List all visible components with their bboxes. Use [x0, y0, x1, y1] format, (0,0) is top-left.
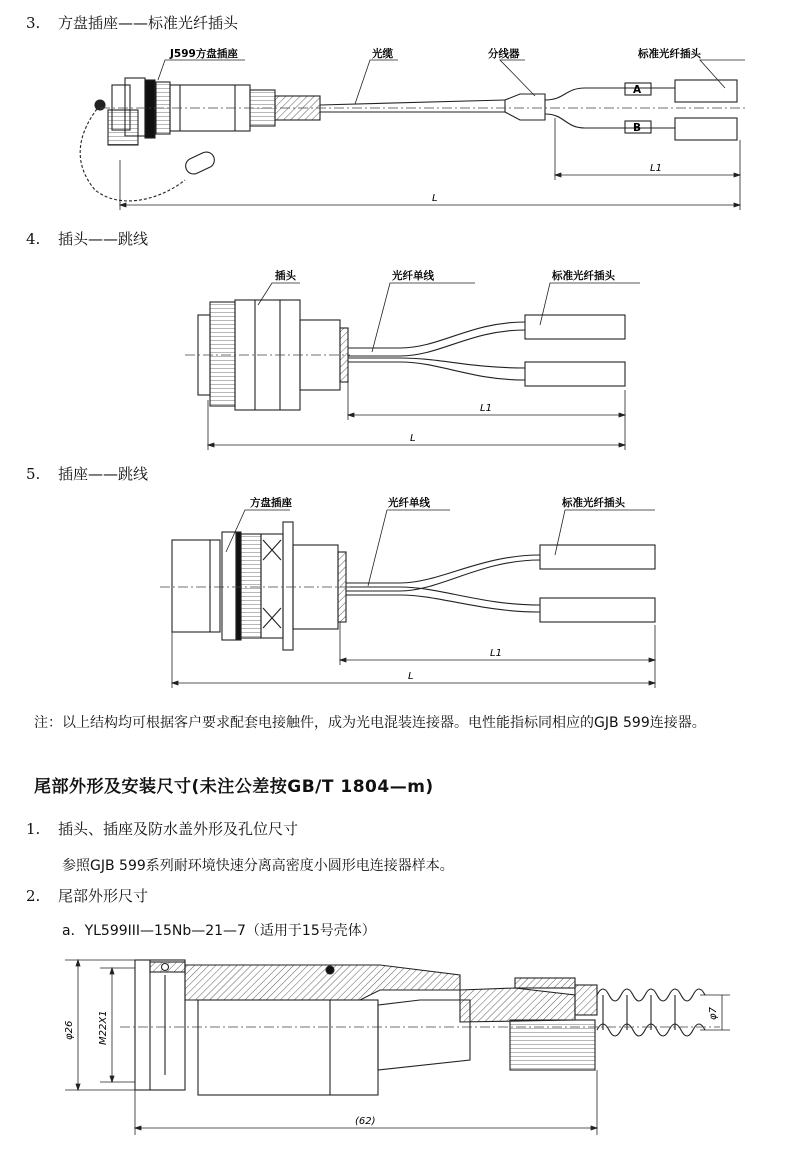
tail-item-1-reference: 参照GJB 599系列耐环境快速分离高密度小圆形电连接器样本。 — [62, 858, 454, 874]
note-paragraph: 注：以上结构均可根据客户要求配套电接触件，成为光电混装连接器。电性能指标同相应的GJB 599连接器。 — [34, 715, 706, 731]
section-4-heading — [26, 228, 148, 249]
section-3-heading — [26, 12, 238, 33]
figure-tail-outline — [0, 945, 800, 1162]
tail-item-1 — [26, 818, 298, 839]
dim-l1: L1 — [490, 648, 502, 659]
splitter-label: 分线器 — [488, 48, 520, 60]
section-title: 插座——跳线 — [58, 465, 149, 483]
dim-diameter-7: φ7 — [708, 1007, 719, 1020]
item-number: 2. — [26, 887, 41, 905]
item-title: 插头、插座及防水盖外形及孔位尺寸 — [58, 820, 299, 838]
tail-section-heading: 尾部外形及安装尺寸(未注公差按GB/T 1804—m) — [34, 777, 434, 797]
item-title: 尾部外形尺寸 — [58, 887, 149, 905]
item-number: 1. — [26, 820, 41, 838]
socket-label: J599方盘插座 — [170, 48, 238, 60]
branch-b-label: B — [633, 122, 642, 134]
plug-label: 插头 — [275, 270, 296, 282]
dim-length-62: (62) — [355, 1116, 376, 1127]
section-5-heading — [26, 463, 148, 484]
fiber-single-label: 光纤单线 — [388, 497, 430, 509]
dim-l1: L1 — [650, 163, 662, 174]
tail-item-2-model: a．YL599III—15Nb—21—7（适用于15号壳体） — [62, 923, 376, 939]
fiber-single-label: 光纤单线 — [392, 270, 434, 282]
figure-socket-jumper — [0, 490, 800, 690]
figure-plug-jumper — [0, 260, 800, 455]
section-number: 4. — [26, 230, 41, 248]
dim-thread-m22x1: M22X1 — [98, 1010, 109, 1045]
std-fiber-plug-label: 标准光纤插头 — [562, 497, 625, 509]
section-title: 插头——跳线 — [58, 230, 149, 248]
section-number: 3. — [26, 14, 41, 32]
dim-l1: L1 — [480, 403, 492, 414]
dim-l: L — [410, 433, 416, 444]
tail-item-2 — [26, 885, 148, 906]
dim-diameter-26: φ26 — [64, 1020, 75, 1040]
section-title: 方盘插座——标准光纤插头 — [58, 14, 239, 32]
section-number: 5. — [26, 465, 41, 483]
fiber-plug-label: 标准光纤插头 — [638, 48, 701, 60]
dim-l: L — [432, 193, 438, 204]
cable-label: 光缆 — [372, 48, 393, 60]
figure-socket-to-fiber-plug — [0, 40, 800, 215]
std-fiber-plug-label: 标准光纤插头 — [552, 270, 615, 282]
branch-a-label: A — [633, 84, 642, 96]
dim-l: L — [408, 671, 414, 682]
socket-label: 方盘插座 — [250, 497, 292, 509]
